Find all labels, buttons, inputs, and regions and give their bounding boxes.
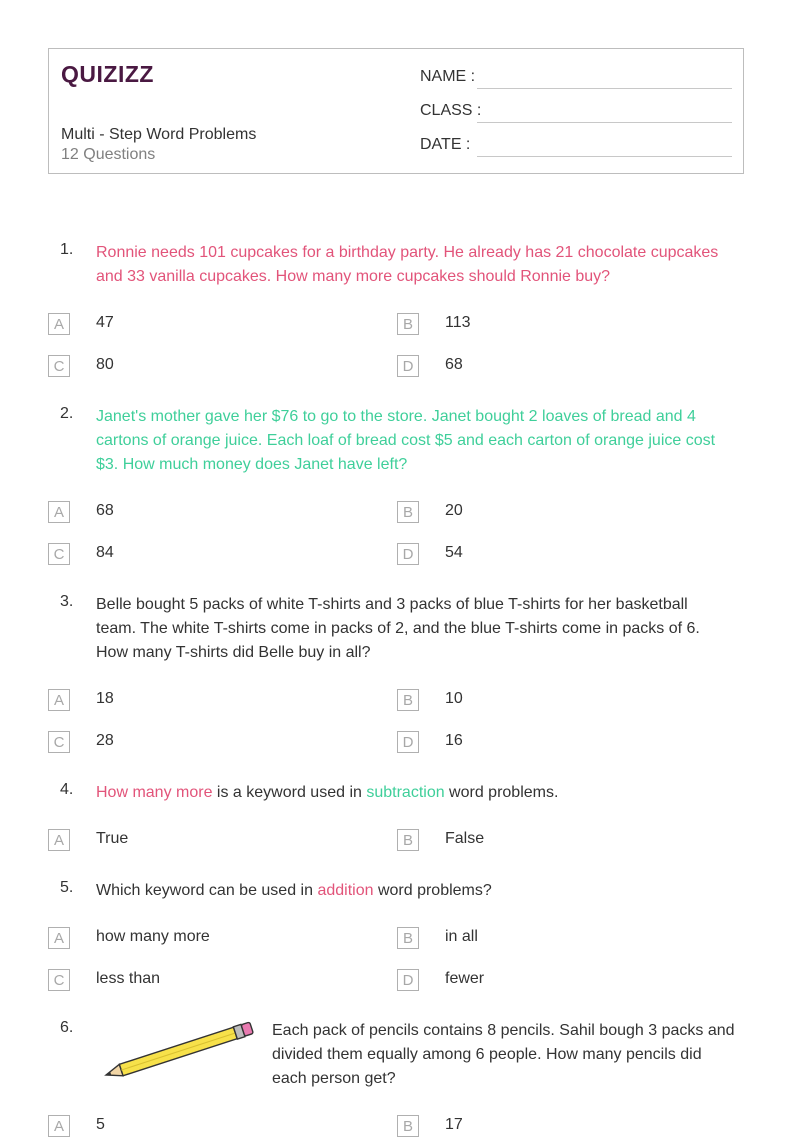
keyword-highlight: How many more (96, 784, 213, 801)
option-letter: A (48, 313, 70, 335)
option-text: less than (96, 970, 161, 987)
option-letter: B (397, 501, 419, 523)
option-letter: A (48, 829, 70, 851)
question-line: Ronnie needs 101 cupcakes for a birthday party. He already has 21 chocolate cupcakes (96, 244, 719, 261)
question-line: divided them equally among 6 people. How many pencils did (272, 1046, 702, 1063)
option-letter: B (397, 1115, 419, 1137)
date-line[interactable] (477, 156, 732, 157)
question-text (96, 879, 741, 903)
option-letter: C (48, 969, 70, 991)
question-fragment: Which keyword can be used in (96, 882, 318, 899)
question-number: 3. (60, 593, 74, 610)
option-text: 17 (445, 1116, 463, 1133)
worksheet-header (48, 48, 744, 174)
option-text: 5 (96, 1116, 105, 1133)
class-line[interactable] (477, 122, 732, 123)
question-number: 5. (60, 879, 74, 896)
option-text: 113 (445, 314, 471, 331)
option-letter: C (48, 355, 70, 377)
question-text (96, 405, 741, 477)
option-letter: D (397, 543, 419, 565)
question-line: How many T-shirts did Belle buy in all? (96, 644, 371, 661)
question-line: $3. How much money does Janet have left? (96, 456, 408, 473)
option-letter: C (48, 731, 70, 753)
option-text: 54 (445, 544, 463, 561)
option-text: 47 (96, 314, 114, 331)
option-text: how many more (96, 928, 210, 945)
quizizz-logo: QUIZIZZ (61, 61, 154, 87)
option-letter: D (397, 969, 419, 991)
question-text (272, 1019, 752, 1091)
name-line[interactable] (477, 88, 732, 89)
option-letter: A (48, 689, 70, 711)
question-text (96, 593, 741, 665)
option-text: 18 (96, 690, 114, 707)
question-fragment: word problems? (373, 882, 492, 899)
option-text: 28 (96, 732, 114, 749)
option-letter: B (397, 927, 419, 949)
question-number: 6. (60, 1019, 74, 1036)
question-text (96, 781, 741, 805)
keyword-highlight: subtraction (366, 784, 445, 801)
option-text: 20 (445, 502, 463, 519)
name-label: NAME : (420, 68, 476, 85)
question-number: 4. (60, 781, 74, 798)
option-text: 84 (96, 544, 114, 561)
option-text: False (445, 830, 485, 847)
option-text: in all (445, 928, 478, 945)
question-number: 1. (60, 241, 74, 258)
pencil-icon (100, 1019, 256, 1088)
option-letter: D (397, 731, 419, 753)
option-letter: C (48, 543, 70, 565)
option-letter: A (48, 1115, 70, 1137)
question-count: 12 Questions (61, 146, 156, 163)
option-letter: B (397, 829, 419, 851)
option-letter: B (397, 689, 419, 711)
option-text: 68 (445, 356, 463, 373)
option-letter: A (48, 501, 70, 523)
question-number: 2. (60, 405, 74, 422)
option-text: True (96, 830, 129, 847)
question-text (96, 241, 741, 289)
option-text: 16 (445, 732, 463, 749)
class-label: CLASS : (420, 102, 482, 119)
option-letter: A (48, 927, 70, 949)
option-letter: D (397, 355, 419, 377)
question-line: Each pack of pencils contains 8 pencils. Sahil bough 3 packs and (272, 1022, 735, 1039)
question-fragment: is a keyword used in (212, 784, 367, 801)
question-line: cartons of orange juice. Each loaf of bread cost $5 and each carton of orange juice cost (96, 432, 716, 449)
question-line: each person get? (272, 1070, 396, 1087)
question-line: team. The white T-shirts come in packs of 2, and the blue T-shirts come in packs of 6. (96, 620, 700, 637)
keyword-highlight: addition (317, 882, 374, 899)
date-label: DATE : (420, 136, 471, 153)
question-line: and 33 vanilla cupcakes. How many more cupcakes should Ronnie buy? (96, 268, 611, 285)
question-fragment: word problems. (444, 784, 559, 801)
worksheet-title: Multi - Step Word Problems (61, 126, 257, 143)
option-text: 10 (445, 690, 463, 707)
option-letter: B (397, 313, 419, 335)
option-text: 68 (96, 502, 114, 519)
option-text: fewer (445, 970, 485, 987)
option-text: 80 (96, 356, 114, 373)
question-line: Janet's mother gave her $76 to go to the store. Janet bought 2 loaves of bread and 4 (96, 408, 696, 425)
question-line: Belle bought 5 packs of white T-shirts and 3 packs of blue T-shirts for her basketball (96, 596, 688, 613)
